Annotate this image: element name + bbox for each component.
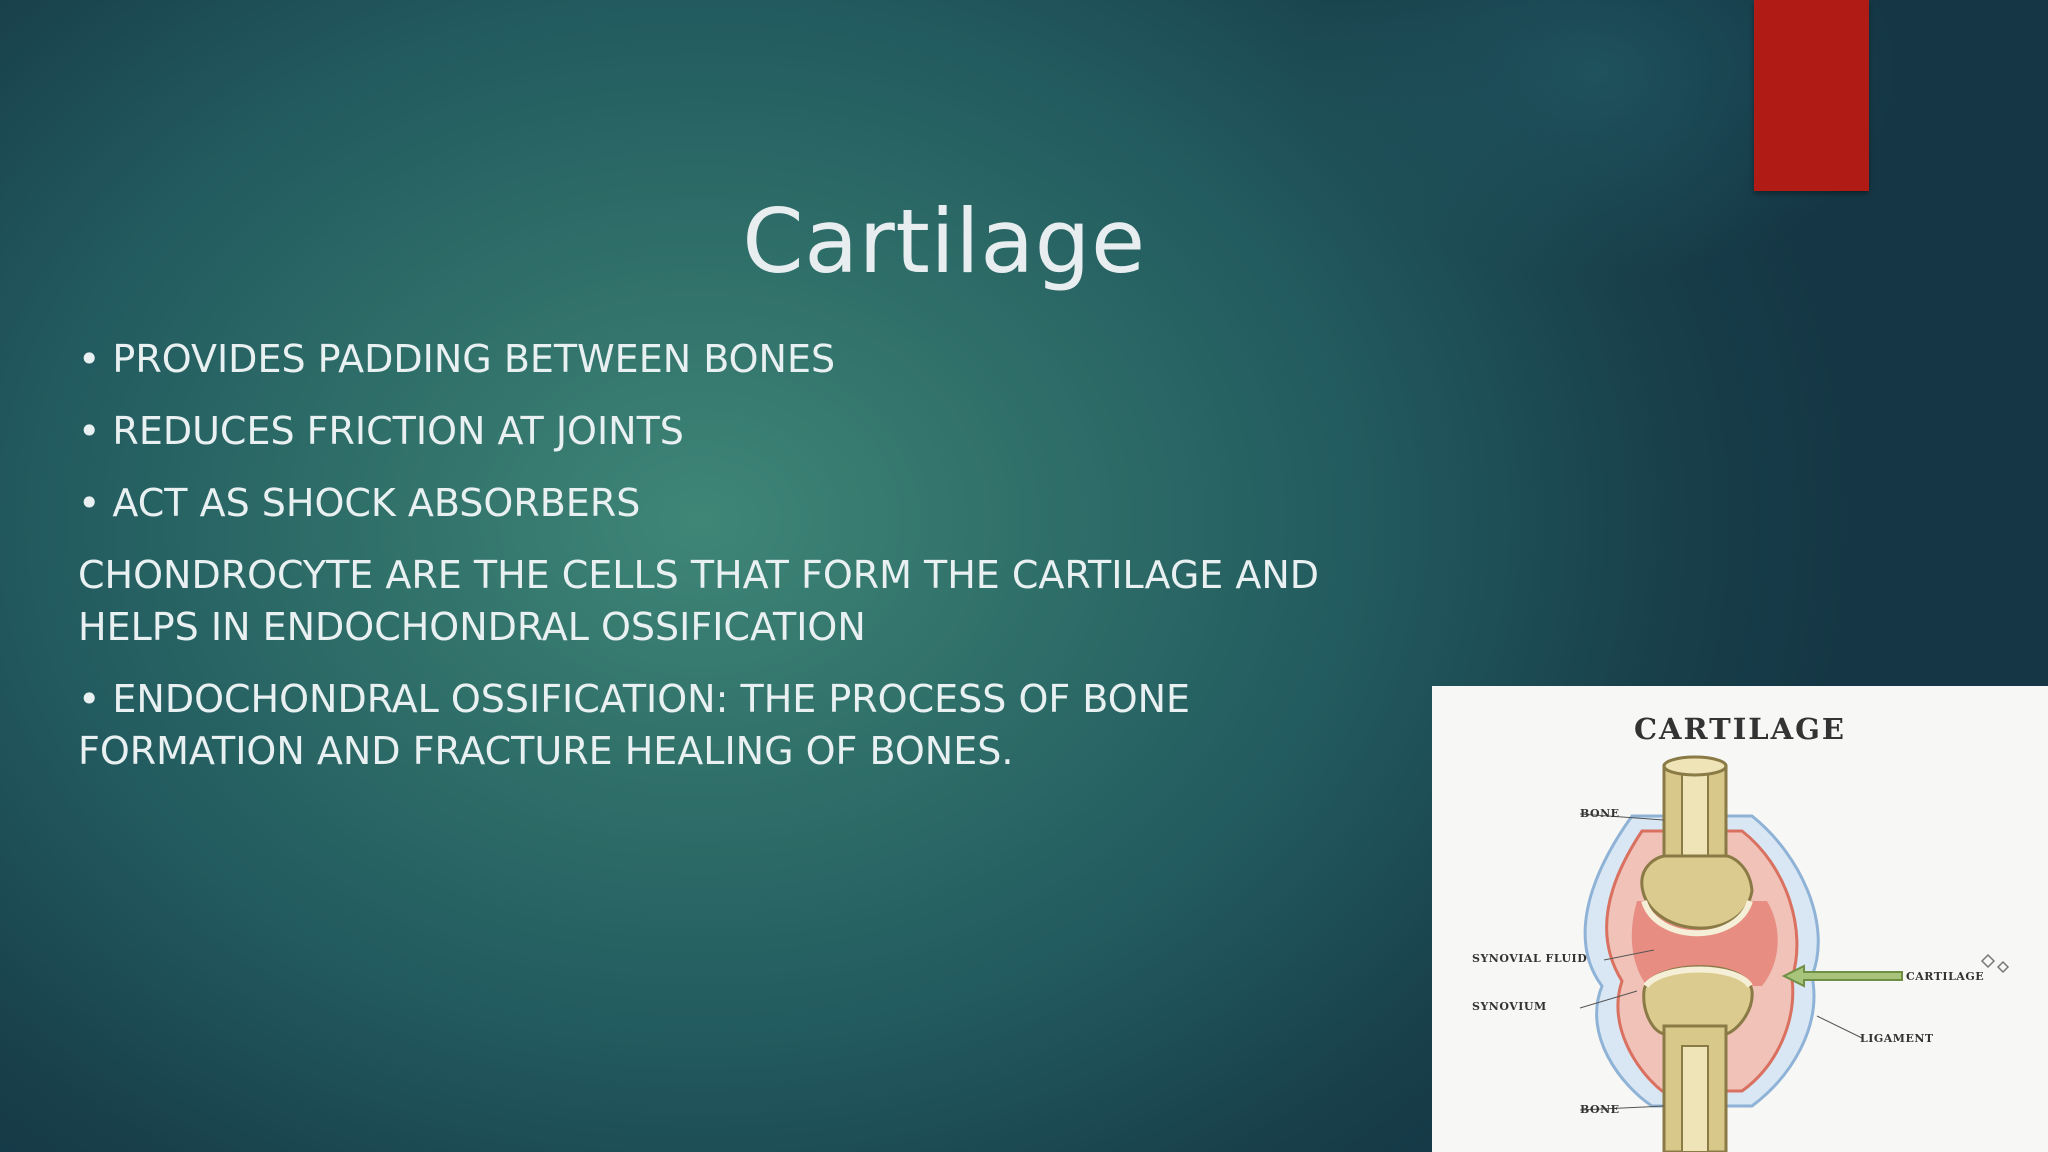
bullet-text: ACT AS SHOCK ABSORBERS — [112, 481, 641, 525]
paragraph-chondrocyte — [78, 549, 1338, 653]
label-synovial-fluid: SYNOVIAL FLUID — [1472, 952, 1588, 965]
label-synovium: SYNOVIUM — [1472, 1000, 1547, 1013]
bullet-item — [78, 673, 1278, 777]
bullet-item — [78, 333, 1378, 385]
bullet-marker: • — [78, 677, 101, 721]
red-accent-tab — [1754, 0, 1869, 191]
label-cartilage: CARTILAGE — [1906, 970, 1985, 983]
bullet-item — [78, 477, 1378, 529]
diagram-title: CARTILAGE — [1633, 712, 1847, 746]
slide-title: Cartilage — [742, 190, 1146, 293]
slide-body — [78, 333, 1378, 797]
bullet-marker: • — [78, 337, 101, 381]
cartilage-diagram — [1432, 686, 2048, 1152]
paragraph-text: CHONDROCYTE ARE THE CELLS THAT FORM THE CARTILAGE AND HELPS IN ENDOCHONDRAL OSSIFICATION — [78, 553, 1320, 649]
bullet-text: ENDOCHONDRAL OSSIFICATION: THE PROCESS OF BONE FORMATION AND FRACTURE HEALING OF BONES. — [78, 677, 1191, 773]
knee-joint-illustration — [1432, 686, 2048, 1152]
bullet-item — [78, 405, 1378, 457]
bullet-text: PROVIDES PADDING BETWEEN BONES — [112, 337, 836, 381]
bullet-marker: • — [78, 409, 101, 453]
bullet-text: REDUCES FRICTION AT JOINTS — [112, 409, 684, 453]
label-bone-top: BONE — [1580, 807, 1620, 820]
label-ligament: LIGAMENT — [1860, 1032, 1934, 1045]
label-bone-bottom: BONE — [1580, 1103, 1620, 1116]
bullet-marker: • — [78, 481, 101, 525]
